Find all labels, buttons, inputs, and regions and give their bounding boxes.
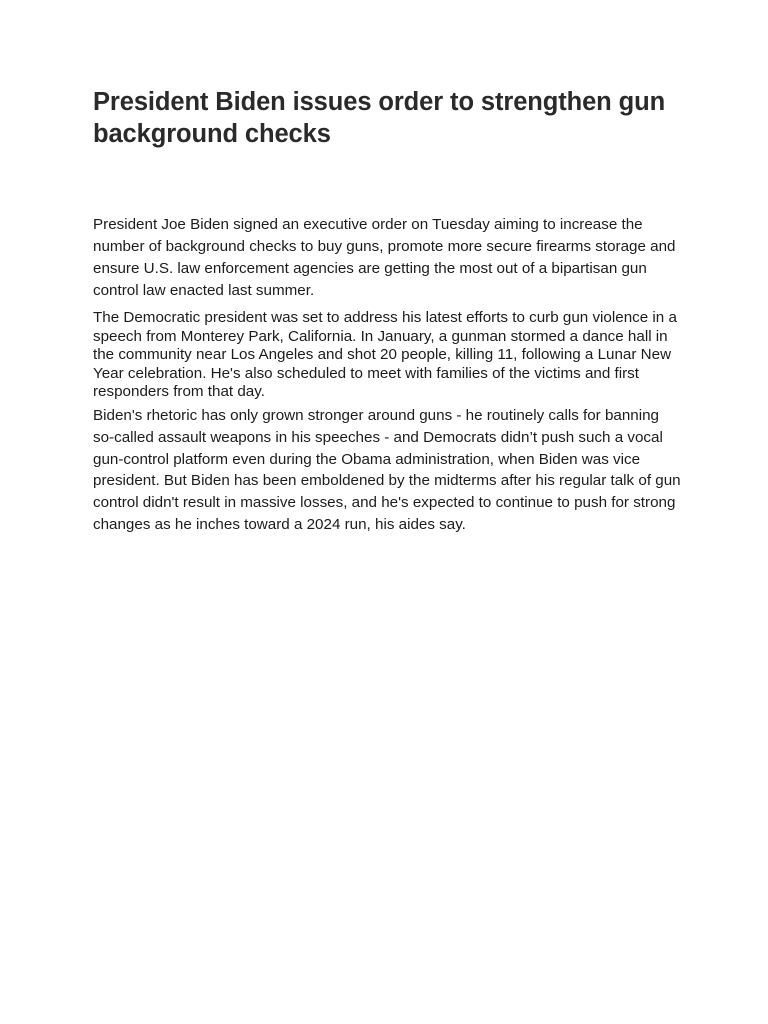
article-paragraph-2: The Democratic president was set to address his latest efforts to curb gun violence in a speech from Monterey Park, California. In January, a gunman stormed a dance hall in the community near Los Angeles and shot 20 people, killing 11, following a Lunar New Year celebration. He's also scheduled to meet with families of the victims and first responders from that day. [93, 309, 677, 401]
article-title: President Biden issues order to strengthen gun background checks [93, 88, 666, 148]
article-paragraph-1: President Joe Biden signed an executive order on Tuesday aiming to increase the number of background checks to buy guns, promote more secure firearms storage and ensure U.S. law enforcement agencies are getting the most out of a bipartisan gun control law enacted last summer. [93, 216, 676, 299]
document-page [93, 86, 683, 536]
article-paragraph-3: Biden's rhetoric has only grown stronger around guns - he routinely calls for banning so-called assault weapons in his speeches - and Democrats didn’t push such a vocal gun-control platform even during the Obama administration, when Biden was vice president. But Biden has been emboldened by the midterms after his regular talk of gun control didn't result in massive losses, and he's expected to continue to push for strong changes as he inches toward a 2024 run, his aides say. [93, 406, 681, 533]
